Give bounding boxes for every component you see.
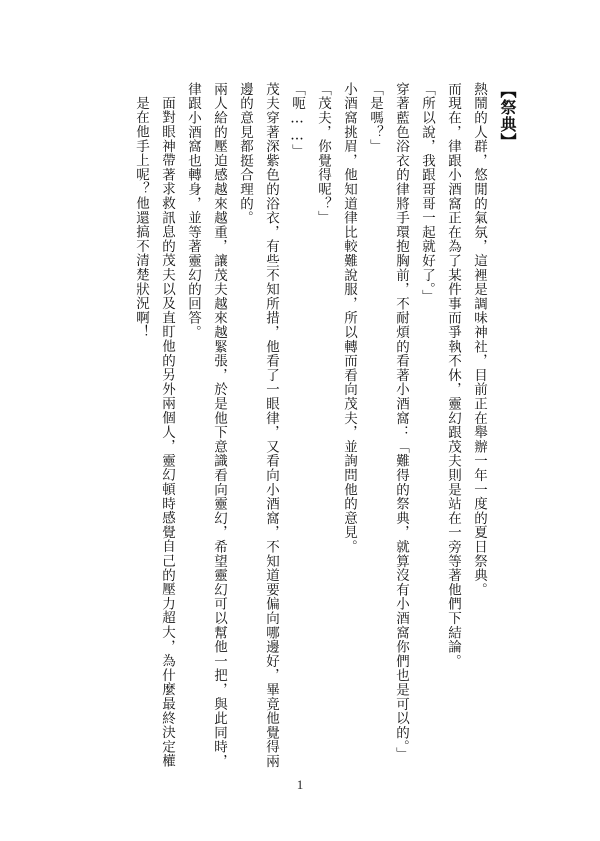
paragraph-8: 「呃……」 <box>289 82 305 159</box>
paragraph-4: 穿著藍色浴衣的律將手環抱胸前，不耐煩的看著小酒窩：「難得的祭典，就算沒有小酒窩你們也是可以的。」 <box>393 82 409 762</box>
paragraph-10: 兩人給的壓迫感越來越重，讓茂夫越來越緊張，於是他下意識看向靈幻，希望靈幻可以幫他一把，與此同時，律跟小酒窩也轉身，並等著靈幻的回答。 <box>185 82 227 769</box>
chapter-title: 【祭典】 <box>498 82 517 150</box>
paragraph-3: 「所以說，我跟哥哥一起就好了。」 <box>419 82 435 305</box>
paragraph-2: 而現在，律跟小酒窩正在為了某件事而爭執不休，靈幻跟茂夫則是站在一旁等著他們下結論。 <box>445 82 461 669</box>
paragraph-1: 熱鬧的人群，悠閒的氣氛，這裡是調味神社，目前正在舉辦一年一度的夏日祭典。 <box>471 82 487 597</box>
vertical-text-body <box>62 82 522 782</box>
paragraph-7: 「茂夫，你覺得呢？」 <box>315 82 331 225</box>
paragraph-11: 面對眼神帶著求救訊息的茂夫以及直盯他的另外兩個人，靈幻頓時感覺自己的壓力超大，為什麼最終決定權是在他手上呢？他還搞不清楚狀況啊！ <box>133 96 175 769</box>
page-number: 1 <box>296 777 304 792</box>
paragraph-6: 小酒窩挑眉，他知道律比較難說服，所以轉而看向茂夫，並詢問他的意見。 <box>341 82 357 554</box>
paragraph-9: 茂夫穿著深紫色的浴衣，有些不知所措，他看了一眼律，又看向小酒窩，不知道要偏向哪邊好，畢竟他覺得兩邊的意見都挺合理的。 <box>237 82 279 769</box>
paragraph-5: 「是嗎？」 <box>367 82 383 154</box>
